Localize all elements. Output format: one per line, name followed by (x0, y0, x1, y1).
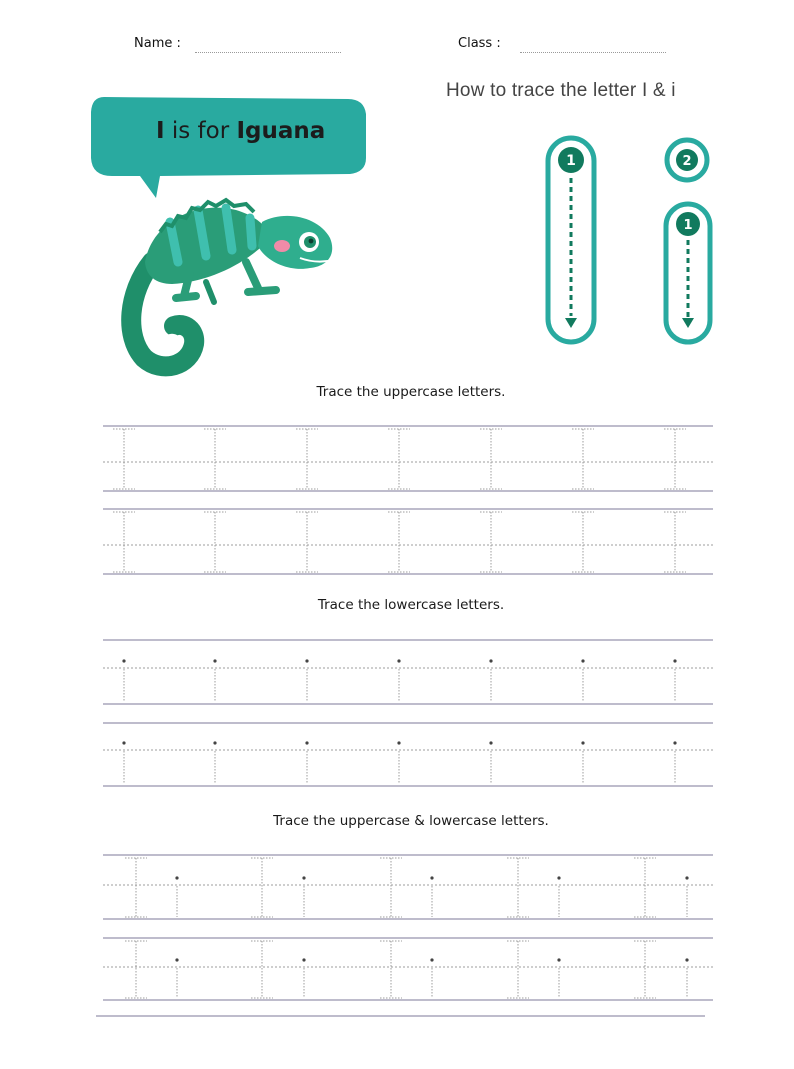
trace-pair-i-1-3-dot (557, 958, 560, 961)
trace-lower-i-1-2-dot (305, 741, 308, 744)
trace-lower-i-0-0-dot (122, 659, 125, 662)
bubble-letter: I (156, 118, 165, 144)
trace-lower-i-0-1-dot (213, 659, 216, 662)
uppercase-section-title: Trace the uppercase letters. (316, 384, 506, 400)
trace-lower-i-1-6-dot (673, 741, 676, 744)
bubble-word: Iguana (236, 118, 326, 144)
trace-pair-i-1-4-dot (685, 958, 688, 961)
step-number-1-upper: 1 (566, 153, 576, 169)
trace-lower-i-1-1-dot (213, 741, 216, 744)
step-number-1-lower: 1 (683, 218, 693, 233)
trace-pair-i-1-2-dot (430, 958, 433, 961)
trace-lower-i-1-5-dot (581, 741, 584, 744)
trace-lower-i-0-3-dot (397, 659, 400, 662)
trace-pair-i-0-2-dot (430, 876, 433, 879)
trace-lower-i-0-2-dot (305, 659, 308, 662)
trace-pair-i-1-0-dot (175, 958, 178, 961)
instruction-heading: How to trace the letter I & i (446, 80, 676, 101)
trace-lower-i-1-3-dot (397, 741, 400, 744)
class-label: Class : (458, 36, 501, 51)
trace-pair-i-0-3-dot (557, 876, 560, 879)
trace-lower-i-1-0-dot (122, 741, 125, 744)
trace-lower-i-1-4-dot (489, 741, 492, 744)
trace-pair-i-0-1-dot (302, 876, 305, 879)
bubble-middle: is for (164, 118, 237, 144)
lowercase-section-title: Trace the lowercase letters. (317, 597, 505, 613)
trace-lower-i-0-4-dot (489, 659, 492, 662)
name-label: Name : (134, 36, 181, 51)
step-number-2: 2 (682, 154, 692, 169)
trace-pair-i-0-0-dot (175, 876, 178, 879)
mixed-section-title: Trace the uppercase & lowercase letters. (273, 813, 549, 829)
trace-lower-i-0-6-dot (673, 659, 676, 662)
trace-pair-i-0-4-dot (685, 876, 688, 879)
trace-pair-i-1-1-dot (302, 958, 305, 961)
trace-lower-i-0-5-dot (581, 659, 584, 662)
